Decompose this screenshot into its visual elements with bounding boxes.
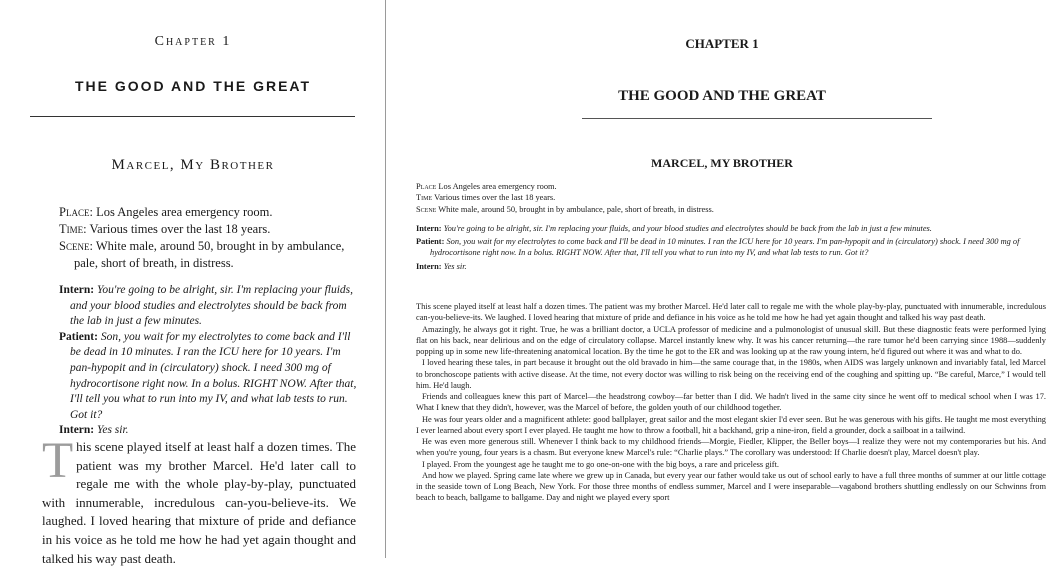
right-body-text: [416, 301, 1046, 504]
left-chapter-heading: Chapter 1: [154, 34, 232, 49]
scene-scene: Scene: White male, around 50, brought in by ambulance, pale, short of breath, in distress.: [59, 239, 345, 270]
scene-time: Time: Various times over the last 18 years.: [59, 222, 271, 236]
page-divider: [385, 0, 386, 558]
dialogue-line: Patient: Son, you wait for my electrolytes to come back and I'll be dead in 10 minutes. I ran the ICU here for 10 years. I'm pan-hypopit and in (circulatory) shock. I need 300 mg of hydrocortisone right now. In a bolus. RIGHT NOW. After that, I'll tell you what to run into my IV, and what lab tests to run. Got it?: [59, 330, 357, 421]
dialogue-line: Intern: Yes sir.: [59, 424, 129, 437]
right-dialogue-block: [416, 223, 1046, 274]
left-dialogue-block: [59, 283, 359, 439]
body-paragraph: Amazingly, he always got it right. True, he was a brilliant doctor, a UCLA professor of medicine and a pulmonologist of unusual skill. But these diagnostic feats were performed lying flat on his back, near delirious and on the edge of circulatory collapse. Marcel instantly knew why. It was his cancer returning—the rare tumor he'd been carrying since 1988—suddenly popping up in some new life-threatening anatomical location. By the time he got to the ER and was looking up at the raw young intern, he'd figured out where it was and what to do.: [416, 324, 1046, 356]
left-page: [0, 0, 386, 566]
scene-place: Place Los Angeles area emergency room.: [416, 182, 557, 191]
right-scene-block: [416, 181, 1046, 215]
body-paragraph: Friends and colleagues knew this part of Marcel—the headstrong cowboy—far better than I did. We hadn't lived in the same city since he went off to medical school when I was 17. What I knew that they didn't, however, was the Marcel of before, the golden youth of our childhood together.: [416, 392, 1046, 413]
body-paragraph: This scene played itself at least half a dozen times. The patient was my brother Marcel. He'd later call to regale me with the whole play-by-play, punctuated with innumerable, incredulous can-you-believe-its. We laughed. I loved hearing that mixture of pride and defiance in his voice as he told me how he had yet again thought and talked his way past death.: [416, 302, 1046, 323]
drop-cap: T: [42, 433, 74, 489]
right-title-rule: [582, 118, 932, 119]
body-paragraph: He was four years older and a magnificent athlete: good ballplayer, great sailor and the most elegant skier I'd ever seen. But he was generous with his gifts. He taught me most everything I ever learned about every sport I ever played. He taught me how to throw a football, hit a backhand, grip a nine-iron, field a grounder, dock a sailboat in a tailwind.: [416, 414, 1046, 435]
scene-place: Place: Los Angeles area emergency room.: [59, 205, 273, 219]
left-title-rule: [30, 116, 355, 117]
dialogue-line: Intern: You're going to be alright, sir. I'm replacing your fluids, and your blood studies and electrolytes should be back from the lab in just a few minutes.: [59, 284, 354, 328]
dialogue-line: Intern: You're going to be alright, sir. I'm replacing your fluids, and your blood studies and electrolytes should be back from the lab in just a few minutes.: [416, 224, 932, 233]
body-paragraph: He was even more generous still. Whenever I think back to my childhood friends—Morgie, Fiedler, Klipper, the Beller boys—I realize they were not my contemporaries but his. And when you're young, four years is a chasm. But everyone knew Marcel's rule: “Charlie plays.” The corollary was understood: If Charlie doesn't play, Marcel doesn't play.: [416, 437, 1046, 458]
right-chapter-title: THE GOOD AND THE GREAT: [618, 88, 826, 104]
scene-scene: Scene White male, around 50, brought in by ambulance, pale, short of breath, in distress.: [416, 204, 714, 214]
right-page: [387, 0, 1057, 558]
body-paragraph: I loved hearing these tales, in part because it brought out the old bravado in him—the same courage that, in the 1980s, when AIDS was largely unknown and invariably fatal, led Marcel to bronchoscope patients with active disease. At the time, not every doctor was willing to risk being on the receiving end of the coughing and spitting up. “Be careful, Marce,” I would tell him. He'd laugh.: [416, 358, 1046, 390]
body-paragraph: And how we played. Spring came late where we grew up in Canada, but every year our father would take us out of school early to have a full three months of summer at our little cottage in the seaside town of Long Beach, New York. For those three months of endless summer, Marcel and I were inseparable—vagabond brothers shuttling endlessly on our Schwinns from beach to beach, ballgame to ballgame. Day and night we played every sport: [416, 470, 1046, 503]
right-section-heading: MARCEL, MY BROTHER: [651, 156, 793, 170]
body-paragraph: I played. From the youngest age he taught me to go one-on-one with the big boys, a rare and priceless gift.: [422, 459, 780, 469]
left-chapter-title: THE GOOD AND THE GREAT: [74, 78, 312, 94]
dialogue-line: Patient: Son, you wait for my electrolytes to come back and I'll be dead in 10 minutes. I ran the ICU here for 10 years. I'm pan-hypopit and in (circulatory) shock. I need 300 mg of hydrocortisone right now. In a bolus. RIGHT NOW. After that, I'll tell you what to run into my IV, and what lab tests to run. Got it?: [416, 237, 1020, 258]
left-section-heading: Marcel, My Brother: [111, 157, 275, 173]
right-chapter-heading: CHAPTER 1: [685, 36, 759, 51]
scene-time: Time Various times over the last 18 years.: [416, 193, 556, 203]
dialogue-line: Intern: Yes sir.: [416, 261, 467, 271]
left-scene-block: [59, 204, 359, 272]
left-body-paragraph: This scene played itself at least half a dozen times. The patient was my brother Marcel. He'd later call to regale me with the whole play-by-play, punctuated with innumerable, incredulous can-you-believe-its. We laughed. I loved hearing that mixture of pride and defiance in his voice as he told me how he had yet again thought and talked his way past death.: [42, 433, 356, 566]
